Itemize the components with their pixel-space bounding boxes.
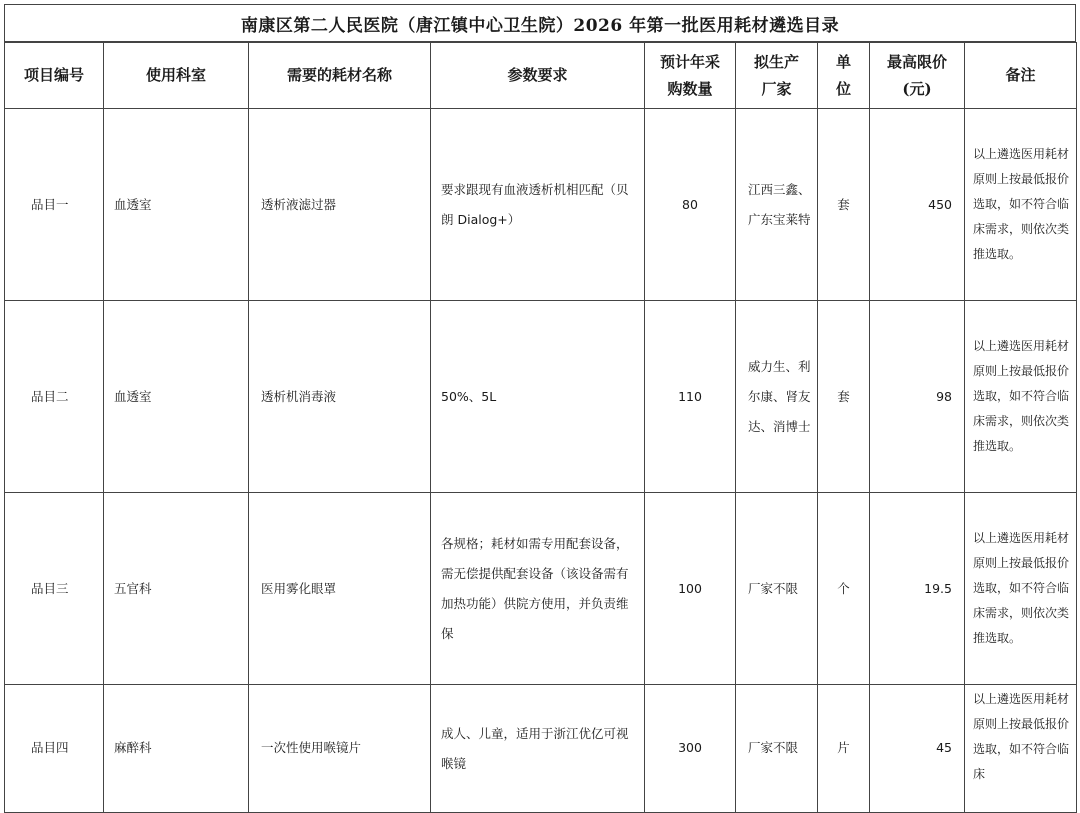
header-qty-line2: 购数量 (667, 79, 713, 98)
header-mfr-line2: 厂家 (761, 79, 792, 98)
cell-param: 要求跟现有血液透析机相匹配（贝朗 Dialog+） (431, 109, 645, 301)
header-name: 需要的耗材名称 (249, 43, 431, 109)
cell-qty: 100 (645, 493, 736, 685)
header-qty-line1: 预计年采 (659, 52, 720, 71)
cell-name: 透析液滤过器 (249, 109, 431, 301)
cell-price: 45 (870, 685, 965, 813)
table-row (5, 301, 1077, 493)
header-unit-line1: 单 (835, 52, 851, 71)
cell-id: 品目一 (5, 109, 104, 301)
header-price-line1: 最高限价 (886, 52, 947, 71)
cell-price: 98 (870, 301, 965, 493)
header-unit (818, 43, 870, 109)
cell-dept: 麻醉科 (104, 685, 249, 813)
cell-mfr: 江西三鑫、广东宝莱特 (736, 109, 818, 301)
cell-id: 品目三 (5, 493, 104, 685)
header-param: 参数要求 (431, 43, 645, 109)
cell-qty: 110 (645, 301, 736, 493)
cell-unit: 个 (818, 493, 870, 685)
cell-qty: 300 (645, 685, 736, 813)
table-row (5, 685, 1077, 813)
cell-mfr: 厂家不限 (736, 685, 818, 813)
cell-param: 成人、儿童，适用于浙江优亿可视喉镜 (431, 685, 645, 813)
header-note: 备注 (965, 43, 1077, 109)
cell-unit: 片 (818, 685, 870, 813)
header-price-line2: (元) (902, 79, 932, 98)
cell-price: 19.5 (870, 493, 965, 685)
cell-note: 以上遴选医用耗材原则上按最低报价选取，如不符合临床需求，则依次类推选取。 (965, 301, 1077, 493)
header-mfr (736, 43, 818, 109)
cell-param: 50%、5L (431, 301, 645, 493)
cell-qty: 80 (645, 109, 736, 301)
table-header-row (5, 43, 1077, 109)
cell-unit: 套 (818, 109, 870, 301)
cell-param: 各规格；耗材如需专用配套设备，需无偿提供配套设备（该设备需有加热功能）供院方使用，并负责维保 (431, 493, 645, 685)
cell-id: 品目二 (5, 301, 104, 493)
consumables-table (4, 42, 1077, 813)
cell-id: 品目四 (5, 685, 104, 813)
cell-name: 透析机消毒液 (249, 301, 431, 493)
cell-unit: 套 (818, 301, 870, 493)
cell-price: 450 (870, 109, 965, 301)
cell-mfr: 威力生、利尔康、肾友达、消博士 (736, 301, 818, 493)
header-id: 项目编号 (5, 43, 104, 109)
header-dept: 使用科室 (104, 43, 249, 109)
table-row (5, 109, 1077, 301)
cell-dept: 五官科 (104, 493, 249, 685)
cell-dept: 血透室 (104, 301, 249, 493)
cell-mfr: 厂家不限 (736, 493, 818, 685)
header-unit-line2: 位 (835, 79, 851, 98)
header-price (870, 43, 965, 109)
header-qty (645, 43, 736, 109)
header-mfr-line1: 拟生产 (753, 52, 799, 71)
cell-note: 以上遴选医用耗材原则上按最低报价选取，如不符合临床需求，则依次类推选取。 (965, 493, 1077, 685)
cell-dept: 血透室 (104, 109, 249, 301)
cell-name: 一次性使用喉镜片 (249, 685, 431, 813)
cell-note: 以上遴选医用耗材原则上按最低报价选取，如不符合临床 (965, 685, 1077, 813)
cell-name: 医用雾化眼罩 (249, 493, 431, 685)
document-title: 南康区第二人民医院（唐江镇中心卫生院）2026 年第一批医用耗材遴选目录 (4, 4, 1076, 42)
table-row (5, 493, 1077, 685)
cell-note: 以上遴选医用耗材原则上按最低报价选取，如不符合临床需求，则依次类推选取。 (965, 109, 1077, 301)
